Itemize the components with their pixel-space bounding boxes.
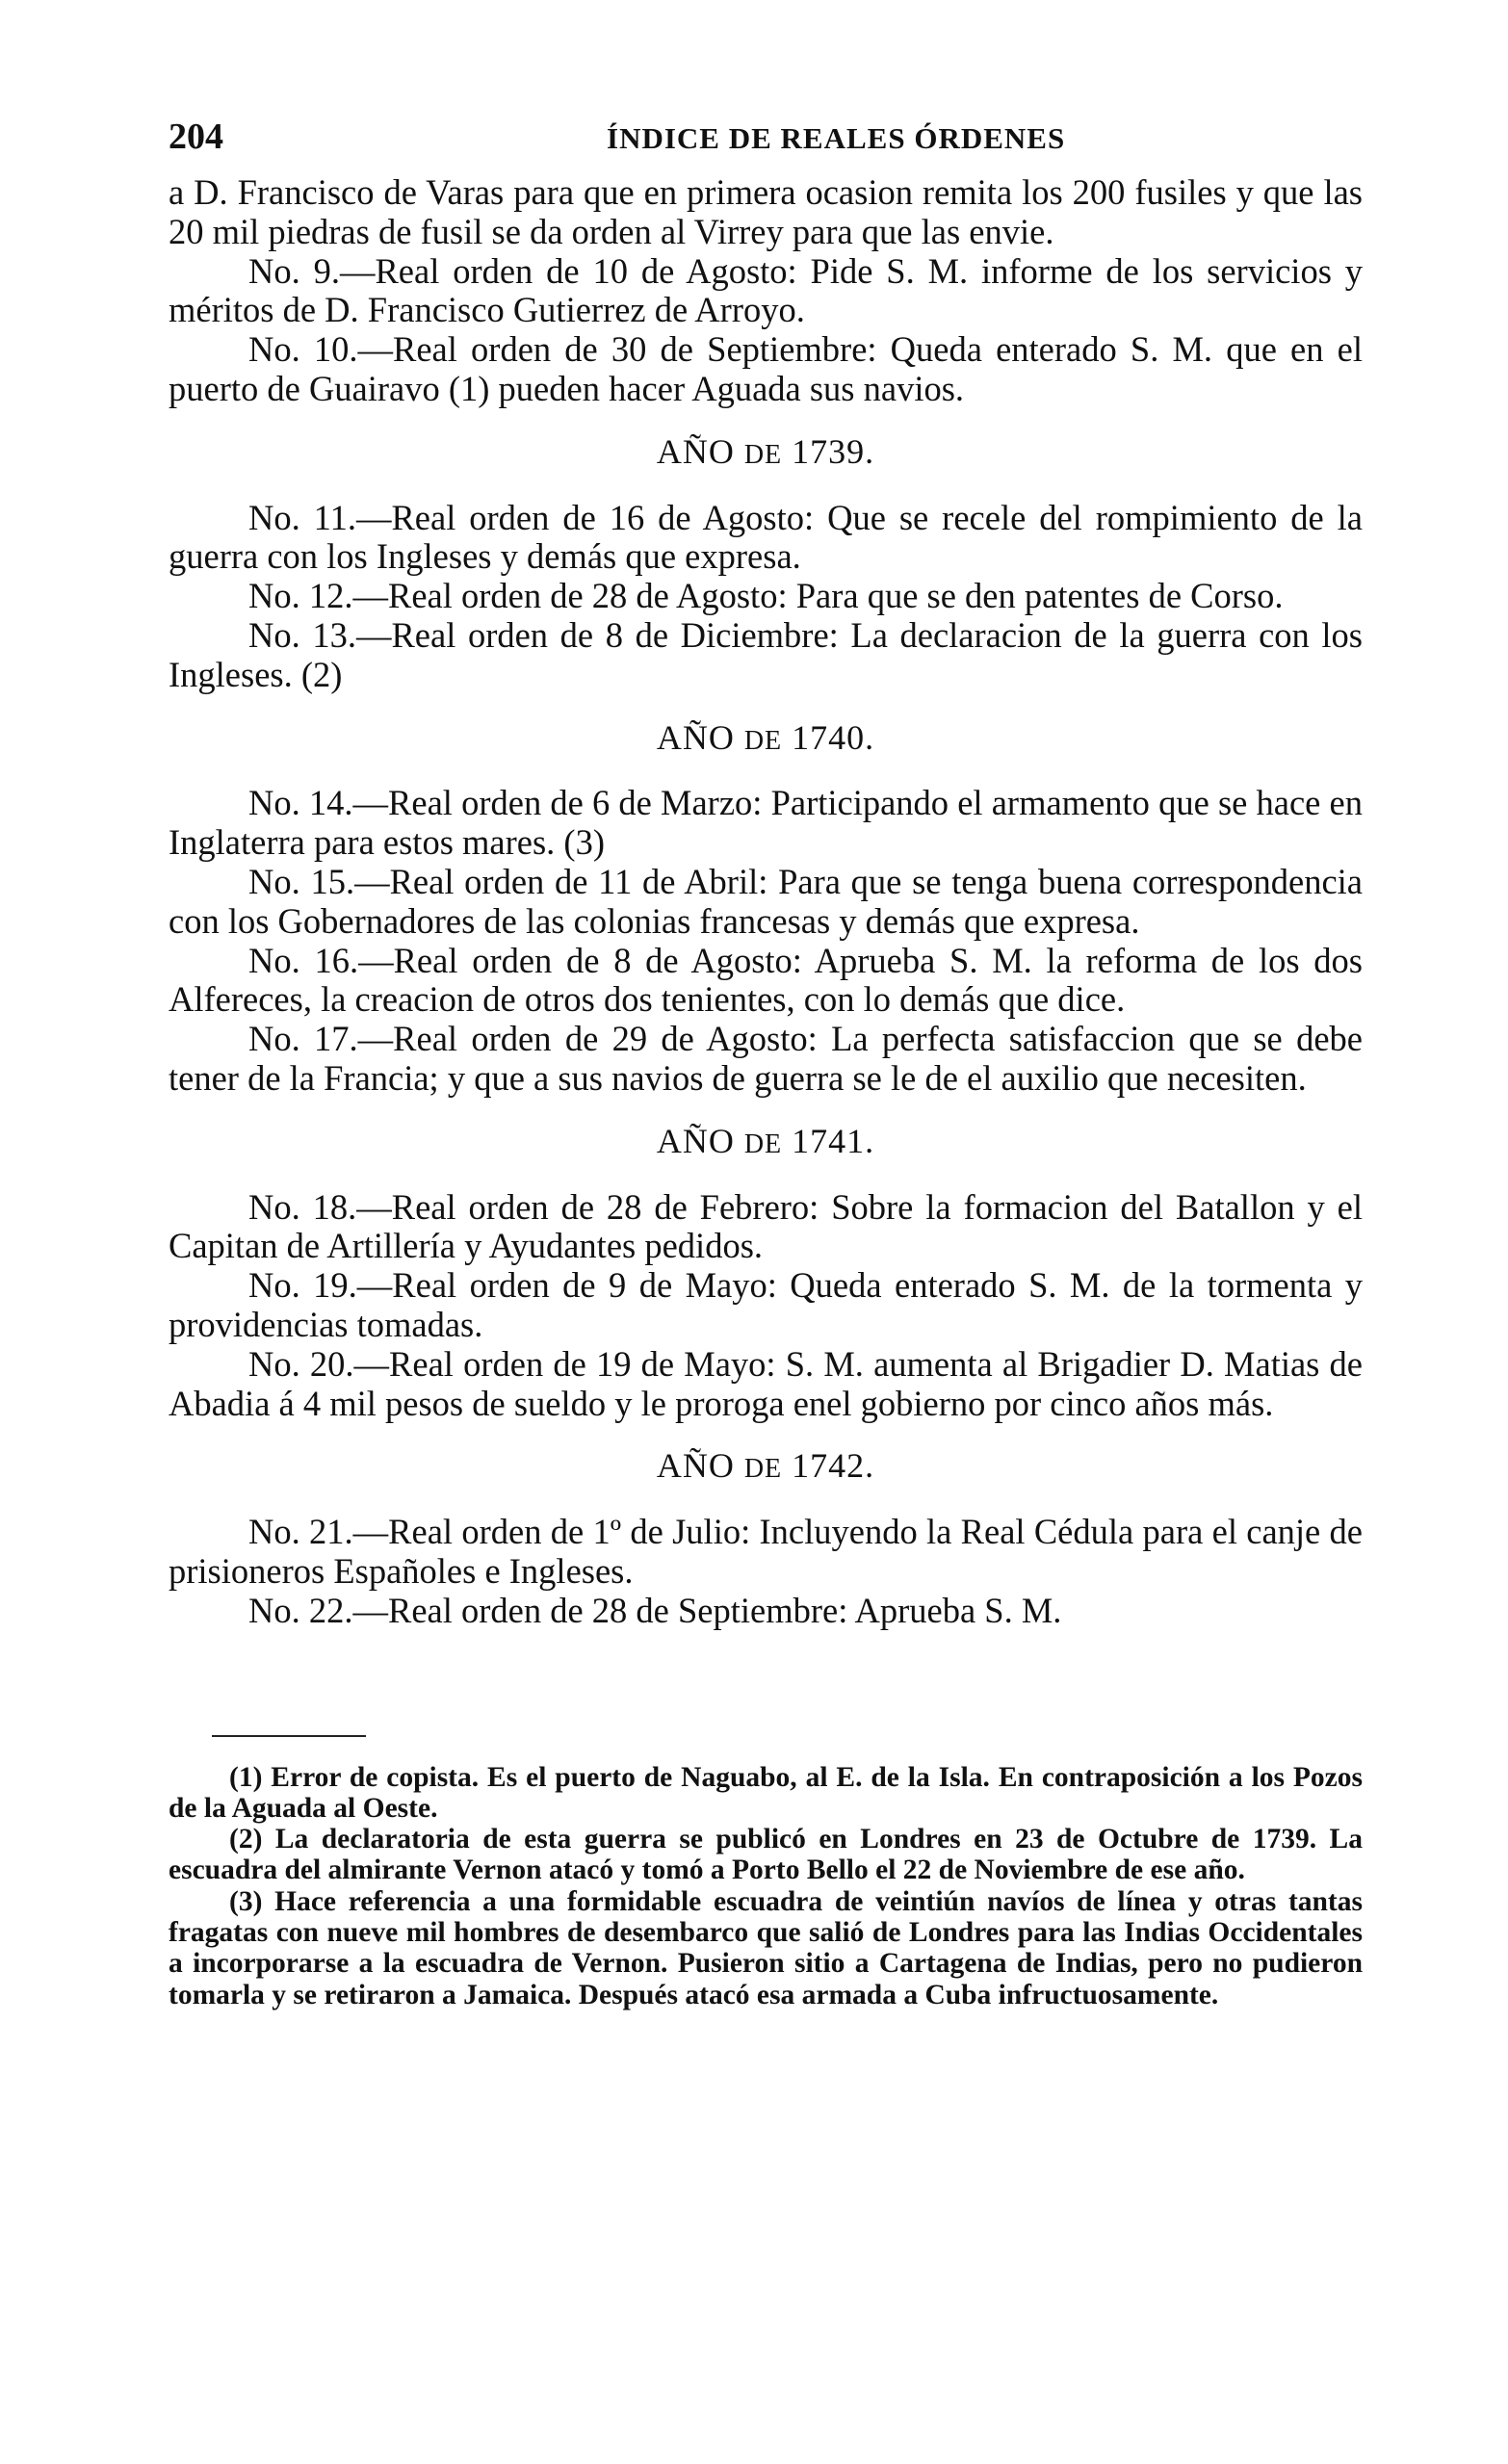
year-number: 1740. <box>792 717 875 757</box>
page-number: 204 <box>169 117 223 157</box>
year-heading <box>169 432 1363 476</box>
page-header <box>169 116 1363 173</box>
order-entry: No. 12.—Real orden de 28 de Agosto: Para que se den patentes de Corso. <box>248 576 1284 616</box>
order-entry: a D. Francisco de Varas para que en primera ocasion remita los 200 fusiles y que las 20 mil piedras de fusil se da orden al Virrey para que las envie. <box>169 172 1363 251</box>
order-entry: No. 9.—Real orden de 10 de Agosto: Pide S. M. informe de los servicios y méritos de D. Francisco Gutierrez de Arroyo. <box>169 250 1363 330</box>
year-prefix: AÑO <box>656 717 735 757</box>
order-entry: No. 20.—Real orden de 19 de Mayo: S. M. aumenta al Brigadier D. Matias de Abadia á 4 mil pesos de sueldo y le proroga enel gobierno por cinco años más. <box>169 1343 1363 1423</box>
body-text <box>169 173 1363 1631</box>
year-number: 1742. <box>792 1446 875 1486</box>
order-entry: No. 14.—Real orden de 6 de Marzo: Participando el armamento que se hace en Inglaterra para estos mares. (3) <box>169 783 1363 863</box>
year-de: DE <box>743 439 783 470</box>
footnote-divider <box>212 1735 366 1737</box>
order-entry: No. 19.—Real orden de 9 de Mayo: Queda enterado S. M. de la tormenta y providencias tomadas. <box>169 1265 1363 1344</box>
year-prefix: AÑO <box>656 1446 735 1486</box>
year-heading <box>169 718 1363 762</box>
order-entry: No. 18.—Real orden de 28 de Febrero: Sobre la formacion del Batallon y el Capitan de Artillería y Ayudantes pedidos. <box>169 1186 1363 1266</box>
order-entry: No. 10.—Real orden de 30 de Septiembre: Queda enterado S. M. que en el puerto de Guairavo (1) pueden hacer Aguada sus navios. <box>169 329 1363 408</box>
year-prefix: AÑO <box>656 431 735 471</box>
order-entry: No. 17.—Real orden de 29 de Agosto: La perfecta satisfaccion que se debe tener de la Francia; y que a sus navios de guerra se le de el auxilio que necesiten. <box>169 1019 1363 1098</box>
year-de: DE <box>743 1128 783 1159</box>
year-number: 1739. <box>792 431 875 471</box>
order-entry: No. 13.—Real orden de 8 de Diciembre: La declaracion de la guerra con los Ingleses. (2) <box>169 614 1363 694</box>
document-page <box>169 116 1363 2010</box>
order-entry: No. 15.—Real orden de 11 de Abril: Para que se tenga buena correspondencia con los Gobernadores de las colonias francesas y demás que expresa. <box>169 861 1363 941</box>
order-entry: No. 11.—Real orden de 16 de Agosto: Que se recele del rompimiento de la guerra con los Ingleses y demás que expresa. <box>169 497 1363 577</box>
footnote: (3) Hace referencia a una formidable escuadra de veintiún navíos de línea y otras tantas fragatas con nueve mil hombres de desembarco que salió de Londres para las Indias Occidentales a incorporarse a la escuadra de Vernon. Pusieron sitio a Cartagena de Indias, pero no pudieron tomarla y se retiraron a Jamaica. Después atacó esa armada a Cuba infructuosamente. <box>169 1885 1363 2010</box>
year-heading <box>169 1446 1363 1490</box>
footnotes <box>169 1762 1363 2010</box>
year-de: DE <box>743 1454 783 1485</box>
order-entry: No. 21.—Real orden de 1º de Julio: Incluyendo la Real Cédula para el canje de prisioneros Españoles e Ingleses. <box>169 1512 1363 1591</box>
year-heading <box>169 1122 1363 1165</box>
year-prefix: AÑO <box>656 1121 735 1160</box>
footnote: (2) La declaratoria de esta guerra se publicó en Londres en 23 de Octubre de 1739. La escuadra del almirante Vernon atacó y tomó a Porto Bello el 22 de Noviembre de ese año. <box>169 1824 1363 1886</box>
running-title: ÍNDICE DE REALES ÓRDENES <box>607 121 1066 155</box>
year-de: DE <box>743 725 783 756</box>
year-number: 1741. <box>792 1121 875 1160</box>
order-entry: No. 22.—Real orden de 28 de Septiembre: Aprueba S. M. <box>248 1590 1062 1630</box>
order-entry: No. 16.—Real orden de 8 de Agosto: Aprueba S. M. la reforma de los dos Alfereces, la creacion de otros dos tenientes, con lo demás que dice. <box>169 940 1363 1020</box>
footnote: (1) Error de copista. Es el puerto de Naguabo, al E. de la Isla. En contraposición a los Pozos de la Aguada al Oeste. <box>169 1761 1363 1824</box>
